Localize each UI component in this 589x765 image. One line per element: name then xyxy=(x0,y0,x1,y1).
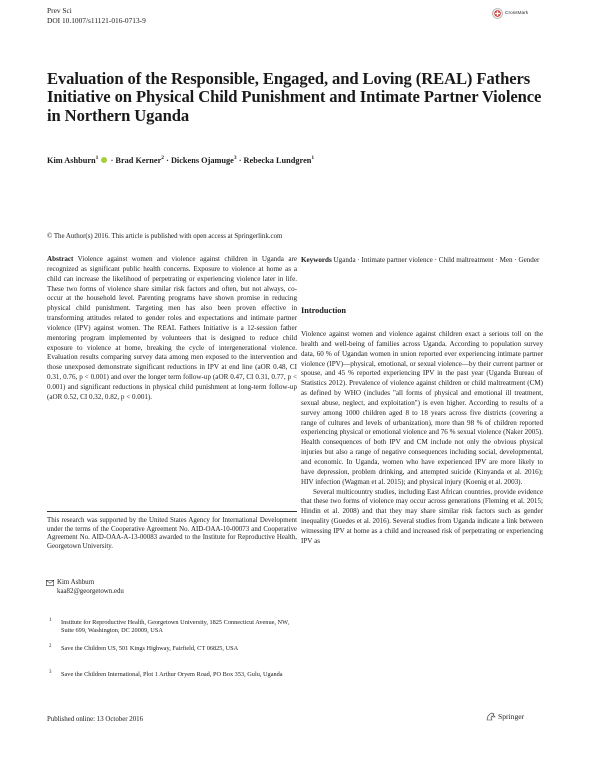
footnote-divider xyxy=(47,511,297,512)
envelope-icon xyxy=(46,580,54,586)
affiliation-num: 2 xyxy=(49,644,52,649)
article-title: Evaluation of the Responsible, Engaged, and Loving (REAL) Fathers Initiative on Physical Child Punishment and Intimate Partner Violence in Northern Uganda xyxy=(47,69,542,125)
affiliation-text: Save the Children US, 501 Kings Highway, Fairfield, CT 06825, USA xyxy=(61,645,239,652)
affiliation-item xyxy=(49,670,291,679)
author-separator: · xyxy=(110,155,116,165)
author-affil-num: 1 xyxy=(311,155,315,161)
correspondence-block xyxy=(57,579,124,596)
author-affil-num: 1 xyxy=(95,155,99,161)
springer-horse-icon xyxy=(486,712,496,721)
affiliation-item xyxy=(49,644,291,653)
author-list xyxy=(47,153,314,166)
intro-paragraph: Several multicountry studies, including East African countries, provide evidence that these two forms of violence may occur across generations (Fleming et al. 2015; Hindin et al. 2008) and that they may share similar risk factors such as gender inequality (Guedes et al. 2016). Several studies from Uganda indicate a link between witnessing IPV at home as a child and increased risk of perpetrating or experiencing IPV as xyxy=(301,487,543,545)
author-name[interactable]: Brad Kerner xyxy=(115,155,162,165)
keywords-heading: Keywords xyxy=(301,256,332,264)
orcid-icon[interactable] xyxy=(101,157,107,163)
author-name[interactable]: Rebecka Lundgren xyxy=(243,155,312,165)
affiliation-num: 3 xyxy=(49,670,52,675)
author-affil-num: 2 xyxy=(161,155,165,161)
publisher-logo[interactable] xyxy=(486,712,524,721)
author-name[interactable]: Dickens Ojamuge xyxy=(170,155,234,165)
copyright-notice: © The Author(s) 2016. This article is published with open access at Springerlink.com xyxy=(47,233,283,240)
correspondence-email[interactable]: kaa82@georgetown.edu xyxy=(57,587,124,595)
intro-paragraph: Violence against women and violence against children exact a serious toll on the health and well-being of families across Uganda. According to population survey data, 60 % of Ugandan women in union reported ever experiencing intimate partner violence (IPV)—physical, emotional, or sexual violence—by their current partner or spouse, and 45 % reported experiencing IPV in the past year (Uganda Bureau of Statistics 2012). Prevalence of violence against children or child maltreatment (CM) as defined by WHO (includes "all forms of physical and emotional ill treatment, sexual abuse, neglect, and exploitation") is even higher. According to results of a survey among 1000 children aged 8 to 18 years across five districts (covering a range of cultures and levels of urbanization), more than 98 % of children reported experiencing physical or emotional violence and 76 % sexual violence (Naker 2005). Health consequences of both IPV and CM include not only the obvious physical injuries but also a range of negative consequences including social, developmental, and economic. In Uganda, women who have experienced IPV are more likely to have depression, problem drinking, and attempted suicide (Kinyanda et al. 2016); HIV infection (Wagman et al. 2015); and physical injury (Koenig et al. 2003). xyxy=(301,330,543,486)
author-separator: · xyxy=(166,155,171,165)
journal-header xyxy=(47,6,146,25)
crossmark-badge[interactable] xyxy=(492,8,528,19)
abstract-heading: Abstract xyxy=(47,255,74,263)
abstract-block xyxy=(47,255,297,403)
funding-note: This research was supported by the United States Agency for International Development under the terms of the Cooperative Agreement No. AID-OAA-10-00073 and Cooperative Agreement No. AID-OAA-A-13-00083 awarded to the Institute for Reproductive Health, Georgetown University. xyxy=(47,517,297,550)
introduction-body xyxy=(301,330,543,547)
keywords-block xyxy=(301,256,543,266)
author-name[interactable]: Kim Ashburn xyxy=(47,155,96,165)
crossmark-label: CrossMark xyxy=(505,11,529,16)
author-affil-num: 3 xyxy=(233,155,237,161)
introduction-heading: Introduction xyxy=(301,306,347,315)
keywords-text: Uganda · Intimate partner violence · Child maltreatment · Men · Gender xyxy=(333,256,540,264)
affiliation-num: 1 xyxy=(49,618,52,623)
journal-name: Prev Sci xyxy=(47,6,72,15)
crossmark-icon xyxy=(492,8,503,19)
publisher-name: Springer xyxy=(498,712,525,721)
doi-link[interactable]: DOI 10.1007/s11121-016-0713-9 xyxy=(47,15,146,25)
author-separator: · xyxy=(238,155,244,165)
affiliation-text: Save the Children International, Plot 1 Arthur Oryem Road, PO Box 353, Gulu, Uganda xyxy=(61,671,283,678)
affiliation-item xyxy=(49,618,291,635)
published-date: Published online: 13 October 2016 xyxy=(47,716,144,723)
correspondence-name: Kim Ashburn xyxy=(57,579,95,586)
affiliation-text: Institute for Reproductive Health, Georgetown University, 1825 Connecticut Avenue, NW, Suite 699, Washington, DC 20009, USA xyxy=(61,619,290,635)
abstract-text: Violence against women and violence against children in Uganda are recognized as significant public health concerns. Exposure to violence at home as a child can increase the likelihood of perpetrating or experiencing violence later in life. These two forms of violence share similar risk factors and often, but not always, co-occur at the household level. Parenting programs have shown promise in reducing physical child punishment. Targeting men has also been proven effective in transforming attitudes related to gender roles and expectations and intimate partner violence (IPV) against women. The REAL Fathers Initiative is a 12-session father mentoring program implemented by volunteers that is designed to reduce child exposure to violence at home, breaking the cycle of intergenerational violence. Evaluation results comparing survey data among men exposed to the intervention and those unexposed demonstrate significant reductions in IPV at end line (aOR 0.48, CI 0.31, 0.76, p < 0.001) and over the longer term follow-up (aOR 0.47, CI 0.31, 0.77, p < 0.001) and significant reductions in physical child punishment at long-term follow-up (aOR 0.52, CI 0.32, 0.82, p < 0.001). xyxy=(47,255,297,401)
